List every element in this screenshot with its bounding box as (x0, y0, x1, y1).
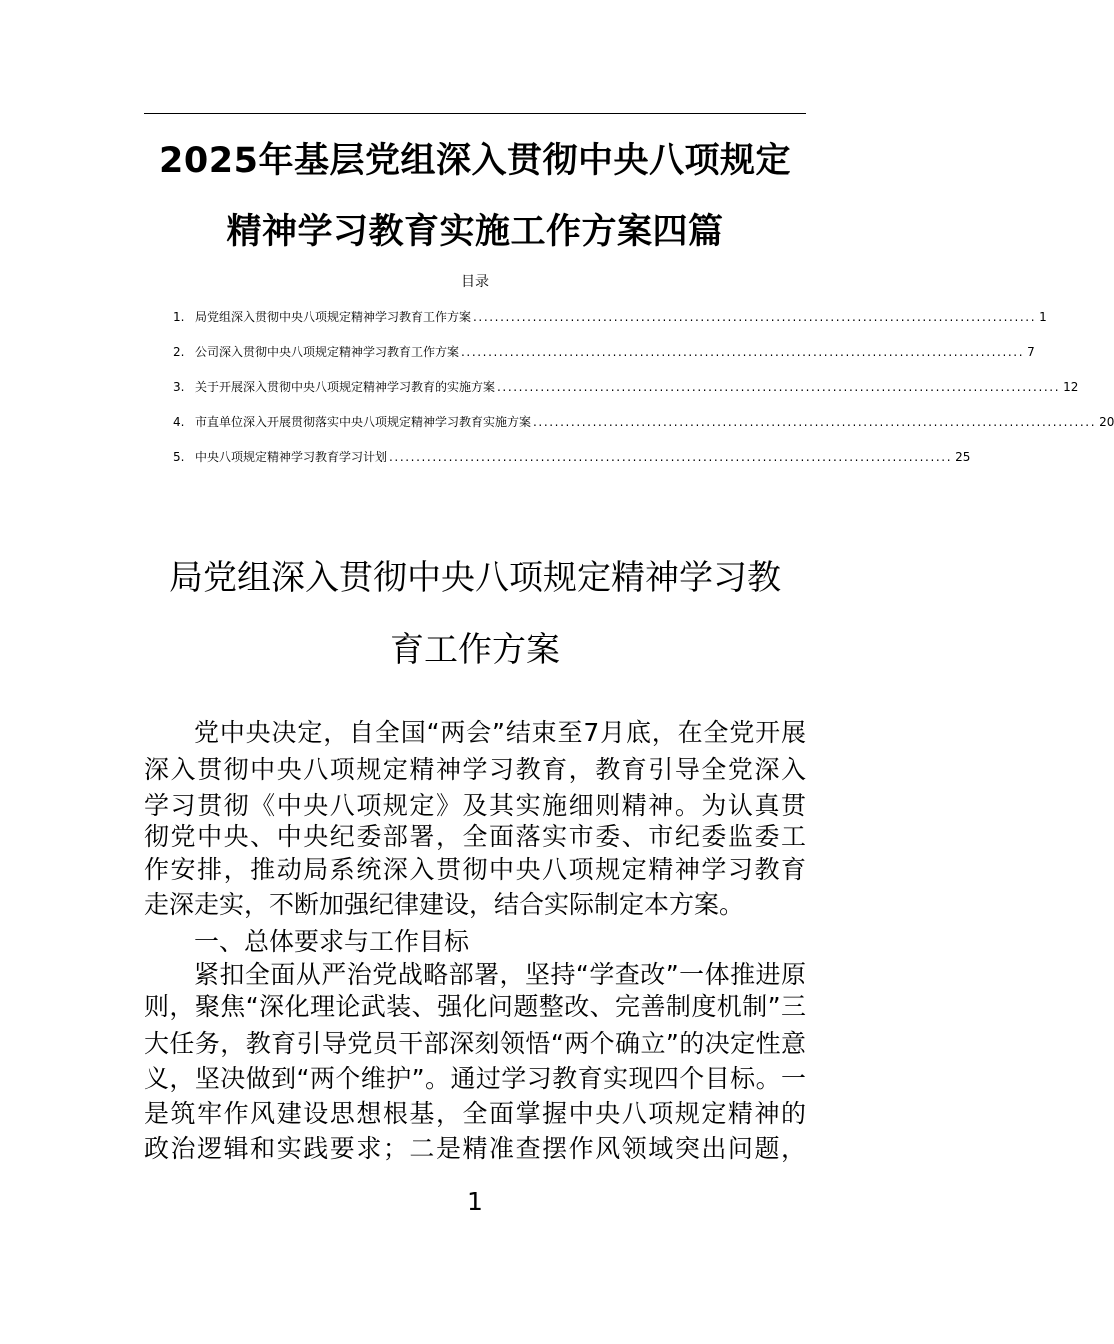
toc-heading: 目录 (461, 274, 489, 290)
body-text-line: 作安排，推动局系统深入贯彻中央八项规定精神学习教育 (144, 855, 806, 884)
toc-item-page: 1 (1039, 310, 1047, 324)
toc-item-title[interactable]: 市直单位深入开展贯彻落实中央八项规定精神学习教育实施方案 (195, 415, 532, 429)
section-title-line-2: 育工作方案 (390, 630, 560, 670)
body-text-line: 是筑牢作风建设思想根基，全面掌握中央八项规定精神的 (144, 1099, 806, 1128)
toc-item-number: 5. (173, 450, 185, 464)
toc-item-title[interactable]: 关于开展深入贯彻中央八项规定精神学习教育的实施方案 (195, 380, 496, 394)
toc-item-title[interactable]: 局党组深入贯彻中央八项规定精神学习教育工作方案 (195, 310, 472, 324)
toc-item[interactable] (173, 448, 971, 483)
toc-item-title[interactable]: 中央八项规定精神学习教育学习计划 (195, 450, 388, 464)
toc-item-title[interactable]: 公司深入贯彻中央八项规定精神学习教育工作方案 (195, 345, 460, 359)
body-text-line: 义，坚决做到“两个维护”。通过学习教育实现四个目标。一 (144, 1064, 806, 1093)
body-text-line: 则，聚焦“深化理论武装、强化问题整改、完善制度机制”三 (144, 992, 806, 1021)
document-title-line-2: 精神学习教育实施工作方案四篇 (226, 212, 724, 252)
toc-item-number: 4. (173, 415, 185, 429)
toc-leader-dots: ........................................................................................................ (533, 415, 1097, 429)
toc-item[interactable] (173, 343, 1035, 378)
body-text-line: 政治逻辑和实践要求；二是精准查摆作风领域突出问题， (144, 1134, 806, 1163)
body-text-line: 学习贯彻《中央八项规定》及其实施细则精神。为认真贯 (144, 791, 806, 820)
section-heading: 一、总体要求与工作目标 (194, 927, 470, 956)
toc-leader-dots: ........................................................................................................ (497, 380, 1061, 394)
toc-item[interactable] (173, 378, 1079, 413)
toc-item-page: 7 (1027, 345, 1035, 359)
document-title-line-1: 2025年基层党组深入贯彻中央八项规定 (159, 141, 791, 181)
body-text-line: 紧扣全面从严治党战略部署，坚持“学查改”一体推进原 (194, 960, 806, 989)
toc-item-page: 20 (1099, 415, 1114, 429)
page-number: 1 (467, 1187, 483, 1216)
table-of-contents (173, 308, 1114, 483)
toc-leader-dots: ........................................................................................................ (473, 310, 1037, 324)
toc-item-page: 12 (1063, 380, 1079, 394)
toc-leader-dots: ........................................................................................................ (389, 450, 953, 464)
toc-item[interactable] (173, 413, 1114, 448)
section-title-line-1: 局党组深入贯彻中央八项规定精神学习教 (169, 558, 781, 598)
body-text-line: 走深走实，不断加强纪律建设，结合实际制定本方案。 (144, 890, 745, 919)
toc-item[interactable] (173, 308, 1047, 343)
body-text-line: 彻党中央、中央纪委部署，全面落实市委、市纪委监委工 (144, 822, 806, 851)
header-rule (144, 113, 806, 114)
toc-item-number: 3. (173, 380, 185, 394)
body-text-line: 大任务，教育引导党员干部深刻领悟“两个确立”的决定性意 (144, 1029, 806, 1058)
toc-leader-dots: ........................................................................................................ (461, 345, 1025, 359)
toc-item-number: 1. (173, 310, 185, 324)
toc-item-number: 2. (173, 345, 185, 359)
body-text-line: 深入贯彻中央八项规定精神学习教育，教育引导全党深入 (144, 755, 806, 784)
body-text-line: 党中央决定，自全国“两会”结束至7月底，在全党开展 (194, 718, 806, 747)
toc-item-page: 25 (955, 450, 971, 464)
